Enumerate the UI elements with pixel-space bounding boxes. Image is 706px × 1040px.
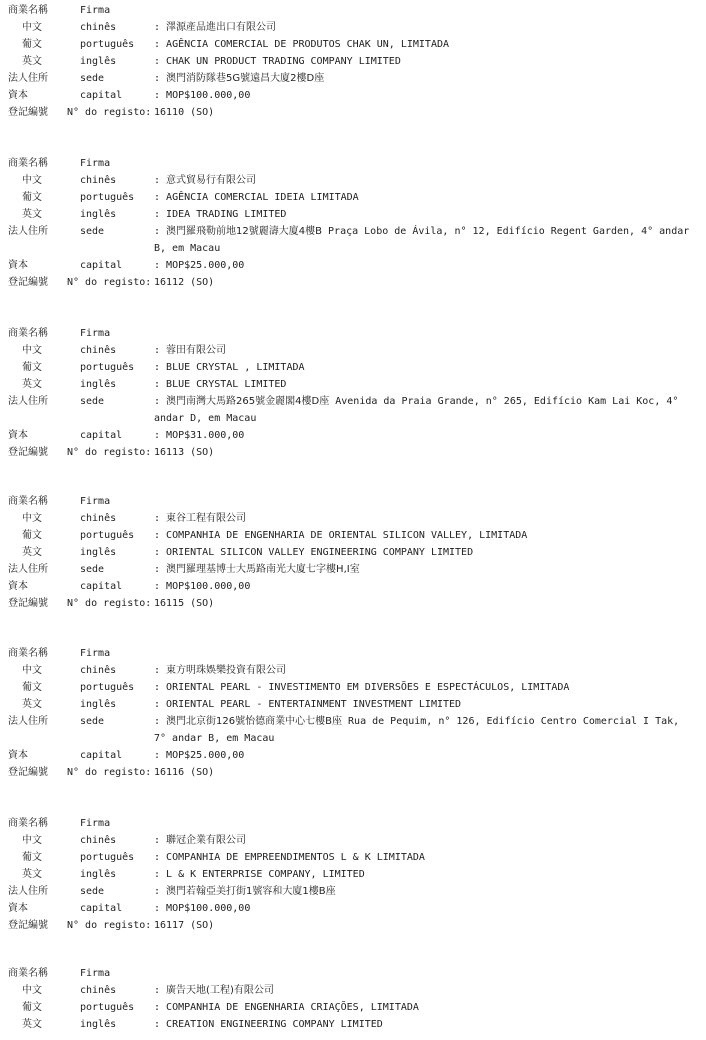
chines-row-value: : 聯冠企業有限公司	[154, 835, 247, 846]
firma-row-label-zh: 商業名稱	[8, 496, 48, 507]
portugues-row-value: : ORIENTAL PEARL - INVESTIMENTO EM DIVERSÕES E ESPECTÁCULOS, LIMITADA	[154, 682, 570, 693]
firma-row	[8, 645, 700, 662]
capital-row-label-zh: 資本	[8, 750, 28, 761]
firma-row-label-pt: Firma	[80, 818, 111, 829]
sede-row-label-zh: 法人住所	[8, 226, 48, 237]
firma-row-label-zh: 商業名稱	[8, 648, 48, 659]
registo-row	[8, 274, 700, 291]
portugues-row-label-pt: português	[80, 852, 135, 863]
portugues-row-value: : COMPANHIA DE ENGENHARIA DE ORIENTAL SILICON VALLEY, LIMITADA	[154, 530, 528, 541]
registo-row-label-zh: 登記編號	[8, 598, 48, 609]
sede-row	[8, 393, 700, 427]
chines-row-label-zh: 中文	[22, 345, 42, 356]
capital-row-label-pt: capital	[80, 750, 123, 761]
ingles-row-value: : IDEA TRADING LIMITED	[154, 209, 287, 220]
capital-row-label-pt: capital	[80, 90, 123, 101]
chines-row-value: : 東谷工程有限公司	[154, 513, 247, 524]
sede-row-label-pt: sede	[80, 716, 105, 727]
ingles-row-label-pt: inglês	[80, 1019, 117, 1030]
capital-row-value: : MOP$31.000,00	[154, 430, 245, 441]
ingles-row-label-zh: 英文	[22, 699, 42, 710]
capital-row-label-pt: capital	[80, 260, 123, 271]
sede-row-label-pt: sede	[80, 564, 105, 575]
sede-row	[8, 223, 700, 257]
capital-row-label-pt: capital	[80, 430, 123, 441]
ingles-row-label-zh: 英文	[22, 56, 42, 67]
ingles-row-value: : BLUE CRYSTAL LIMITED	[154, 379, 287, 390]
capital-row	[8, 257, 700, 274]
portugues-row-label-pt: português	[80, 362, 135, 373]
ingles-row-label-zh: 英文	[22, 869, 42, 880]
registo-row-value: 16110 (SO)	[154, 107, 215, 118]
chines-row-value: : 廣告天地(工程)有限公司	[154, 985, 274, 996]
capital-row-label-pt: capital	[80, 903, 123, 914]
registo-row-label-pt: N° do registo:	[67, 598, 152, 609]
sede-row-value: : 澳門消防隊巷5G號遠昌大廈2樓D座	[154, 73, 325, 84]
registo-row-value: 16115 (SO)	[154, 598, 215, 609]
sede-row	[8, 713, 700, 747]
registry-entry	[8, 2, 700, 121]
registo-row-label-zh: 登記編號	[8, 767, 48, 778]
ingles-row	[8, 53, 700, 70]
registo-row	[8, 595, 700, 612]
ingles-row-label-pt: inglês	[80, 209, 117, 220]
sede-row	[8, 561, 700, 578]
ingles-row-value: : ORIENTAL PEARL - ENTERTAINMENT INVESTMENT LIMITED	[154, 699, 462, 710]
portugues-row-value: : COMPANHIA DE EMPREENDIMENTOS L & K LIMITADA	[154, 852, 425, 863]
capital-row	[8, 900, 700, 917]
firma-row	[8, 325, 700, 342]
registry-entry	[8, 965, 700, 1033]
sede-row-value: : 澳門羅飛勒前地12號麗濤大廈4樓B Praça Lobo de Ávila, n° 12, Edifício Regent Garden, 4° andar B, em Macau	[154, 226, 690, 254]
sede-row-label-pt: sede	[80, 396, 105, 407]
portugues-row-label-pt: português	[80, 1002, 135, 1013]
registo-row-label-zh: 登記編號	[8, 447, 48, 458]
portugues-row-label-zh: 葡文	[22, 39, 42, 50]
firma-row-label-zh: 商業名稱	[8, 328, 48, 339]
portugues-row-label-pt: português	[80, 39, 135, 50]
chines-row-label-pt: chinês	[80, 345, 117, 356]
sede-row	[8, 883, 700, 900]
registo-row-value: 16112 (SO)	[154, 277, 215, 288]
capital-row	[8, 87, 700, 104]
registo-row-value: 16116 (SO)	[154, 767, 215, 778]
ingles-row	[8, 1016, 700, 1033]
registry-entry	[8, 493, 700, 612]
sede-row-label-zh: 法人住所	[8, 73, 48, 84]
portugues-row-value: : AGÊNCIA COMERCIAL IDEIA LIMITADA	[154, 192, 359, 203]
portugues-row-value: : AGÊNCIA COMERCIAL DE PRODUTOS CHAK UN, LIMITADA	[154, 39, 450, 50]
portugues-row-label-zh: 葡文	[22, 192, 42, 203]
capital-row-label-zh: 資本	[8, 903, 28, 914]
chines-row-value: : 東方明珠娛樂投資有限公司	[154, 665, 287, 676]
firma-row-label-zh: 商業名稱	[8, 968, 48, 979]
ingles-row-label-pt: inglês	[80, 869, 117, 880]
firma-row-label-pt: Firma	[80, 5, 111, 16]
firma-row-label-zh: 商業名稱	[8, 5, 48, 16]
portugues-row-label-pt: português	[80, 530, 135, 541]
portugues-row	[8, 679, 700, 696]
chines-row-value: : 蓉田有限公司	[154, 345, 227, 356]
registry-entry	[8, 325, 700, 461]
capital-row-label-zh: 資本	[8, 90, 28, 101]
chines-row-label-zh: 中文	[22, 175, 42, 186]
registo-row-label-zh: 登記編號	[8, 920, 48, 931]
firma-row	[8, 155, 700, 172]
chines-row	[8, 172, 700, 189]
registo-row	[8, 104, 700, 121]
ingles-row-value: : ORIENTAL SILICON VALLEY ENGINEERING COMPANY LIMITED	[154, 547, 474, 558]
capital-row-value: : MOP$100.000,00	[154, 903, 251, 914]
ingles-row-label-zh: 英文	[22, 1019, 42, 1030]
firma-row-label-zh: 商業名稱	[8, 158, 48, 169]
chines-row-label-pt: chinês	[80, 665, 117, 676]
firma-row	[8, 965, 700, 982]
sede-row-label-zh: 法人住所	[8, 564, 48, 575]
sede-row-value: : 澳門北京街126號怡德商業中心七樓B座 Rua de Pequim, n° 126, Edifício Centro Comercial I Tak, 7° andar B, em Macau	[154, 716, 680, 744]
capital-row-label-zh: 資本	[8, 260, 28, 271]
firma-row-label-pt: Firma	[80, 968, 111, 979]
registo-row-label-zh: 登記編號	[8, 107, 48, 118]
chines-row-label-zh: 中文	[22, 22, 42, 33]
chines-row-label-zh: 中文	[22, 513, 42, 524]
sede-row-label-zh: 法人住所	[8, 716, 48, 727]
portugues-row-value: : COMPANHIA DE ENGENHARIA CRIAÇÕES, LIMITADA	[154, 1002, 419, 1013]
chines-row	[8, 510, 700, 527]
registo-row	[8, 764, 700, 781]
capital-row	[8, 578, 700, 595]
ingles-row	[8, 544, 700, 561]
capital-row-label-pt: capital	[80, 581, 123, 592]
portugues-row	[8, 999, 700, 1016]
capital-row	[8, 427, 700, 444]
portugues-row-label-zh: 葡文	[22, 362, 42, 373]
chines-row-label-pt: chinês	[80, 835, 117, 846]
registry-entry	[8, 645, 700, 781]
firma-row	[8, 2, 700, 19]
capital-row-value: : MOP$25.000,00	[154, 750, 245, 761]
firma-row	[8, 493, 700, 510]
ingles-row-value: : L & K ENTERPRISE COMPANY, LIMITED	[154, 869, 365, 880]
registo-row-label-pt: N° do registo:	[67, 767, 152, 778]
firma-row-label-pt: Firma	[80, 648, 111, 659]
registo-row-label-pt: N° do registo:	[67, 277, 152, 288]
portugues-row	[8, 527, 700, 544]
registo-row-value: 16113 (SO)	[154, 447, 215, 458]
firma-row-label-pt: Firma	[80, 328, 111, 339]
capital-row-label-zh: 資本	[8, 430, 28, 441]
ingles-row-label-zh: 英文	[22, 547, 42, 558]
capital-row	[8, 747, 700, 764]
portugues-row-label-zh: 葡文	[22, 852, 42, 863]
ingles-row	[8, 376, 700, 393]
chines-row	[8, 19, 700, 36]
capital-row-value: : MOP$25.000,00	[154, 260, 245, 271]
ingles-row	[8, 866, 700, 883]
sede-row-label-pt: sede	[80, 73, 105, 84]
registry-entry	[8, 155, 700, 291]
portugues-row-label-zh: 葡文	[22, 530, 42, 541]
registo-row-label-pt: N° do registo:	[67, 920, 152, 931]
firma-row-label-pt: Firma	[80, 496, 111, 507]
sede-row-value: : 澳門若翰亞美打街1號容和大廈1樓B座	[154, 886, 336, 897]
portugues-row-value: : BLUE CRYSTAL , LIMITADA	[154, 362, 305, 373]
capital-row-value: : MOP$100.000,00	[154, 90, 251, 101]
ingles-row	[8, 206, 700, 223]
ingles-row-value: : CREATION ENGINEERING COMPANY LIMITED	[154, 1019, 383, 1030]
portugues-row	[8, 189, 700, 206]
registry-entry	[8, 815, 700, 934]
chines-row	[8, 662, 700, 679]
portugues-row-label-pt: português	[80, 682, 135, 693]
portugues-row	[8, 359, 700, 376]
sede-row-value: : 澳門羅理基博士大馬路南光大廈七字樓H,I室	[154, 564, 360, 575]
registo-row-value: 16117 (SO)	[154, 920, 215, 931]
chines-row	[8, 832, 700, 849]
registo-row-label-pt: N° do registo:	[67, 447, 152, 458]
chines-row	[8, 342, 700, 359]
sede-row-label-pt: sede	[80, 886, 105, 897]
capital-row-value: : MOP$100.000,00	[154, 581, 251, 592]
chines-row-value: : 澤源產品進出口有限公司	[154, 22, 277, 33]
portugues-row	[8, 36, 700, 53]
chines-row-label-zh: 中文	[22, 985, 42, 996]
sede-row	[8, 70, 700, 87]
chines-row-label-pt: chinês	[80, 175, 117, 186]
chines-row-value: : 意式貿易行有限公司	[154, 175, 257, 186]
portugues-row-label-zh: 葡文	[22, 1002, 42, 1013]
ingles-row-label-pt: inglês	[80, 379, 117, 390]
chines-row-label-pt: chinês	[80, 985, 117, 996]
chines-row-label-pt: chinês	[80, 513, 117, 524]
ingles-row-label-pt: inglês	[80, 56, 117, 67]
chines-row-label-zh: 中文	[22, 665, 42, 676]
ingles-row-label-zh: 英文	[22, 379, 42, 390]
ingles-row-label-zh: 英文	[22, 209, 42, 220]
ingles-row-label-pt: inglês	[80, 547, 117, 558]
registo-row-label-zh: 登記編號	[8, 277, 48, 288]
ingles-row-value: : CHAK UN PRODUCT TRADING COMPANY LIMITED	[154, 56, 401, 67]
capital-row-label-zh: 資本	[8, 581, 28, 592]
chines-row-label-zh: 中文	[22, 835, 42, 846]
portugues-row-label-pt: português	[80, 192, 135, 203]
registo-row	[8, 917, 700, 934]
sede-row-label-pt: sede	[80, 226, 105, 237]
ingles-row	[8, 696, 700, 713]
firma-row-label-pt: Firma	[80, 158, 111, 169]
registo-row-label-pt: N° do registo:	[67, 107, 152, 118]
sede-row-value: : 澳門南灣大馬路265號金麗閣4樓D座 Avenida da Praia Grande, n° 265, Edifício Kam Lai Koc, 4° andar D, em Macau	[154, 396, 679, 424]
ingles-row-label-pt: inglês	[80, 699, 117, 710]
firma-row-label-zh: 商業名稱	[8, 818, 48, 829]
firma-row	[8, 815, 700, 832]
registo-row	[8, 444, 700, 461]
sede-row-label-zh: 法人住所	[8, 396, 48, 407]
chines-row	[8, 982, 700, 999]
portugues-row	[8, 849, 700, 866]
sede-row-label-zh: 法人住所	[8, 886, 48, 897]
chines-row-label-pt: chinês	[80, 22, 117, 33]
portugues-row-label-zh: 葡文	[22, 682, 42, 693]
